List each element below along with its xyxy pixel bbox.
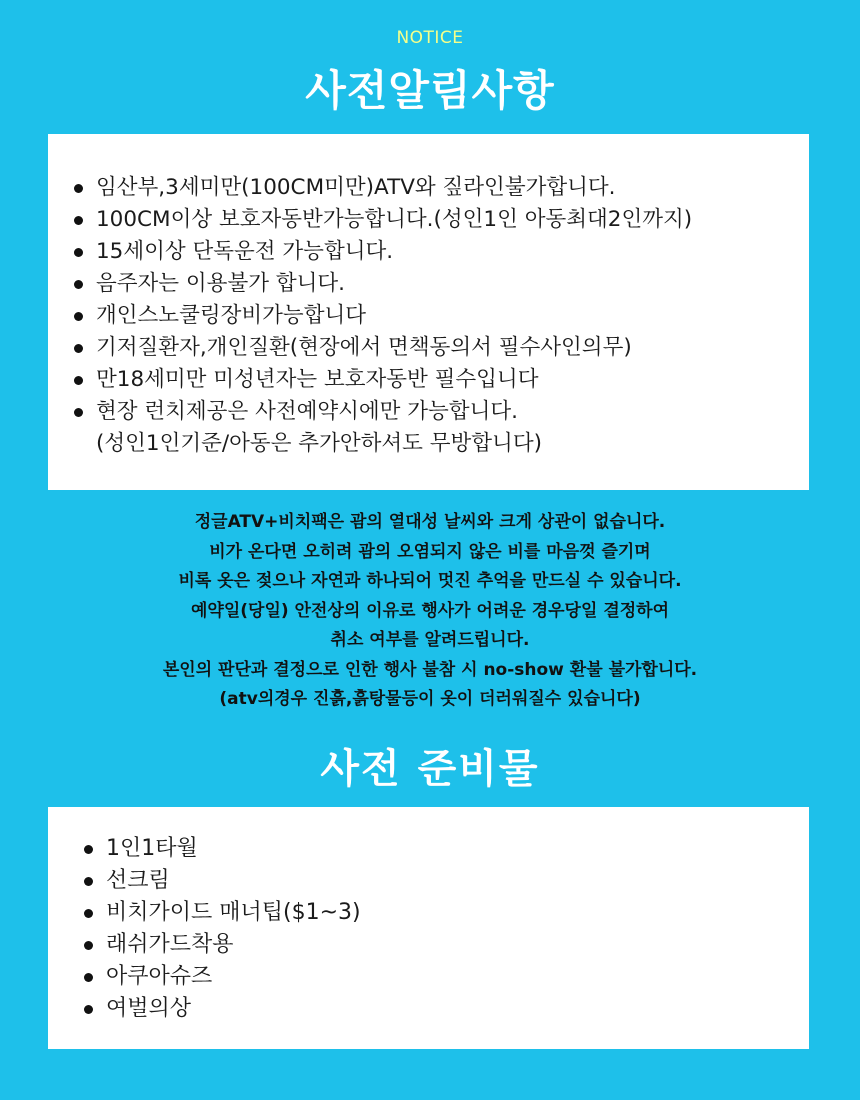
notice-item: 임산부,3세미만(100CM미만)ATV와 짚라인불가합니다. [74, 172, 809, 204]
preparation-item: 아쿠아슈즈 [84, 961, 809, 993]
notice-list [74, 172, 809, 460]
preparation-item: 여벌의상 [84, 993, 809, 1025]
weather-notice-line: 예약일(당일) 안전상의 이유로 행사가 어려운 경우당일 결정하여 [190, 600, 670, 621]
bullet-icon [84, 845, 93, 854]
notice-eyebrow: NOTICE [396, 28, 464, 48]
preparation-list [84, 833, 809, 1025]
notice-item: 개인스노쿨링장비가능합니다 [74, 300, 809, 332]
bullet-icon [84, 973, 93, 982]
bullet-icon [74, 408, 83, 417]
weather-notice-line: 본인의 판단과 결정으로 인한 행사 불참 시 no-show 환불 불가합니다. [162, 659, 698, 680]
weather-notice-line: 정글ATV+비치팩은 괌의 열대성 날씨와 크게 상관이 없습니다. [194, 512, 666, 532]
weather-notice-line: 비가 온다면 오히려 괌의 오염되지 않은 비를 마음껏 즐기며 [209, 541, 651, 562]
notice-item: 기저질환자,개인질환(현장에서 면책동의서 필수사인의무) [74, 332, 809, 364]
bullet-icon [74, 216, 83, 225]
preparation-item: 선크림 [84, 865, 809, 897]
bullet-icon [84, 909, 93, 918]
bullet-icon [74, 280, 83, 289]
bullet-icon [84, 1005, 93, 1014]
weather-notice-line: (atv의경우 진흙,흙탕물등이 옷이 더러워질수 있습니다) [219, 689, 641, 709]
bullet-icon [74, 312, 83, 321]
weather-notice-line: 취소 여부를 알려드립니다. [330, 630, 530, 650]
weather-notice-line: 비록 옷은 젖으나 자연과 하나되어 멋진 추억을 만드실 수 있습니다. [178, 571, 682, 591]
preparation-item: 래쉬가드착용 [84, 929, 809, 961]
page-title: 사전알림사항 [305, 66, 555, 115]
bullet-icon [84, 941, 93, 950]
bullet-icon [74, 184, 83, 193]
notice-item: 15세이상 단독운전 가능합니다. [74, 236, 809, 268]
preparation-item: 비치가이드 매너팁($1~3) [84, 897, 809, 929]
notice-item: 음주자는 이용불가 합니다. [74, 268, 809, 300]
notice-item: 현장 런치제공은 사전예약시에만 가능합니다. [74, 396, 809, 428]
notice-item: 만18세미만 미성년자는 보호자동반 필수입니다 [74, 364, 809, 396]
preparation-title: 사전 준비물 [320, 746, 540, 792]
bullet-icon [74, 376, 83, 385]
bullet-icon [74, 248, 83, 257]
preparation-card [48, 807, 809, 1049]
bullet-icon [74, 344, 83, 353]
weather-notice [0, 508, 860, 715]
preparation-item: 1인1타월 [84, 833, 809, 865]
notice-card [48, 134, 809, 490]
bullet-icon [84, 877, 93, 886]
notice-item: 100CM이상 보호자동반가능합니다.(성인1인 아동최대2인까지) [74, 204, 809, 236]
notice-item-continuation: (성인1인기준/아동은 추가안하셔도 무방합니다) [96, 431, 542, 456]
